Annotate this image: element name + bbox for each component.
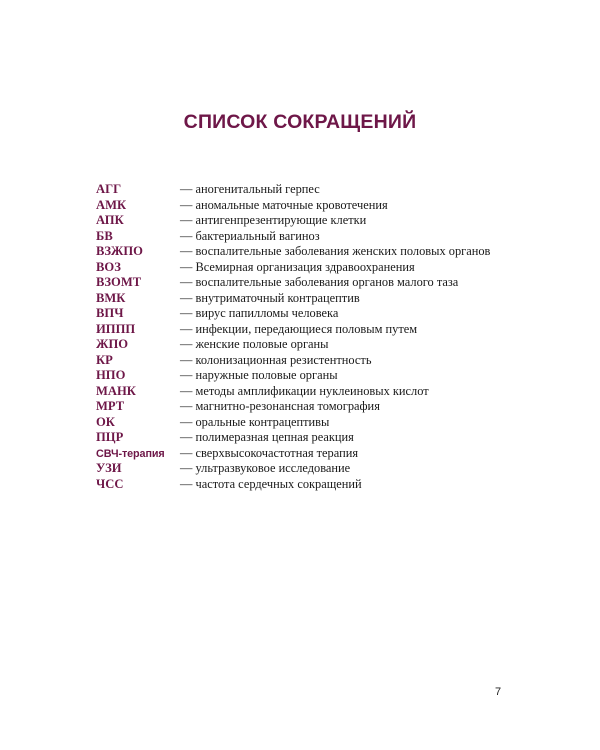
abbreviation-definition: — инфекции, передающиеся половым путем [180,321,418,336]
abbreviation-definition: — аномальные маточные кровотечения [180,197,388,212]
abbreviation-definition: — бактериальный вагиноз [180,228,320,243]
abbreviation-term: ВЗОМТ [96,275,142,289]
abbreviation-term: КР [96,352,113,367]
abbreviation-list [96,182,536,492]
abbreviation-row [96,291,536,307]
abbreviation-row [96,198,536,214]
abbreviation-term: УЗИ [96,461,122,475]
abbreviation-term: ВЗЖПО [96,244,143,258]
abbreviation-row [96,461,536,477]
abbreviation-row [96,244,536,260]
abbreviation-row [96,368,536,384]
abbreviation-term: МРТ [96,399,125,413]
abbreviation-definition: — аногенитальный герпес [180,182,320,196]
abbreviation-row [96,430,536,446]
abbreviation-row [96,182,536,198]
abbreviation-definition: — ультразвуковое исследование [180,461,351,475]
abbreviation-row [96,353,536,369]
abbreviation-definition: — методы амплификации нуклеиновых кислот [180,383,429,398]
abbreviation-definition: — магнитно-резонансная томография [180,399,380,413]
abbreviation-term: ВОЗ [96,259,121,274]
abbreviation-term: ВПЧ [96,306,124,320]
abbreviation-definition: — антигенпрезентирующие клетки [180,213,367,227]
abbreviation-term: АПК [96,213,124,227]
abbreviation-row [96,337,536,353]
abbreviation-term: ИППП [96,321,136,336]
abbreviation-term: СВЧ-терапия [96,447,165,460]
abbreviation-definition: — наружные половые органы [180,368,338,382]
abbreviation-row [96,260,536,276]
abbreviation-row [96,275,536,291]
abbreviation-definition: — воспалительные заболевания органов малого таза [180,275,459,289]
abbreviation-term: ЧСС [96,476,124,491]
abbreviation-term: МАНК [96,383,136,398]
abbreviation-term: БВ [96,228,113,243]
abbreviation-definition: — сверхвысокочастотная терапия [180,445,359,460]
abbreviation-term: НПО [96,368,126,382]
abbreviation-definition: — частота сердечных сокращений [180,476,362,491]
abbreviation-definition: — оральные контрацептивы [180,414,330,429]
abbreviation-definition: — женские половые органы [180,337,329,351]
abbreviation-term: ПЦР [96,430,124,444]
abbreviation-row [96,477,536,493]
page-title: СПИСОК СОКРАЩЕНИЙ [183,111,417,133]
abbreviation-term: ВМК [96,290,126,305]
abbreviation-term: АГГ [96,182,122,196]
abbreviation-row [96,415,536,431]
abbreviation-row [96,322,536,338]
abbreviation-definition: — воспалительные заболевания женских половых органов [180,244,491,258]
abbreviation-definition: — полимеразная цепная реакция [180,430,354,444]
abbreviation-definition: — колонизационная резистентность [180,352,372,367]
abbreviation-definition: — вирус папилломы человека [180,306,339,320]
abbreviation-definition: — внутриматочный контрацептив [180,290,360,305]
abbreviation-row [96,384,536,400]
abbreviation-row [96,446,536,462]
abbreviation-row [96,229,536,245]
abbreviation-row [96,306,536,322]
abbreviation-term: ОК [96,414,115,429]
abbreviation-definition: — Всемирная организация здравоохранения [180,259,415,274]
abbreviation-term: ЖПО [96,337,129,351]
page-number: 7 [495,686,502,698]
abbreviation-term: АМК [96,197,127,212]
abbreviation-row [96,399,536,415]
abbreviation-row [96,213,536,229]
